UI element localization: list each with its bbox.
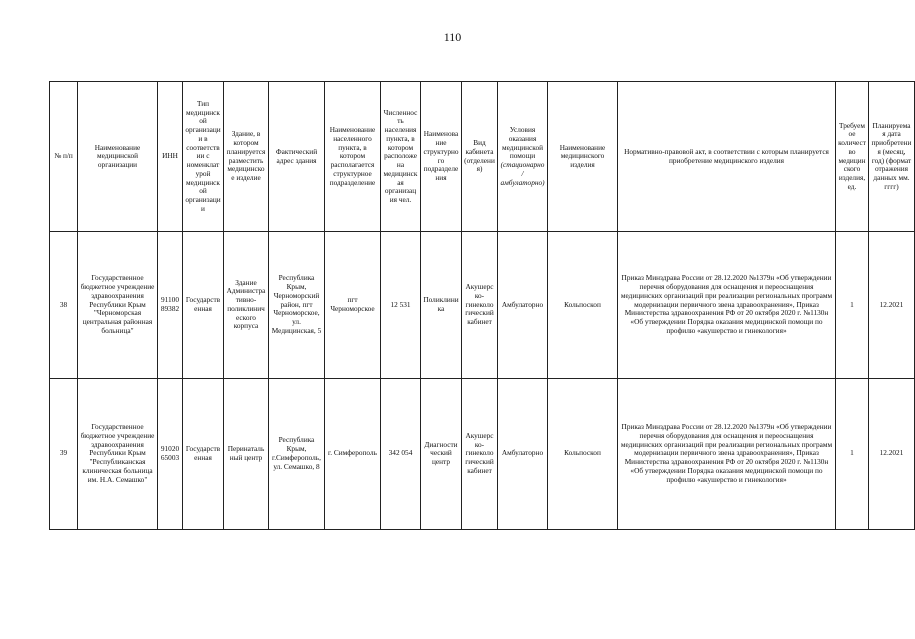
header-quantity: Требуемое количество медицинского изделия, ед.	[836, 82, 869, 232]
cell-conditions: Амбулаторно	[498, 232, 548, 378]
table-row	[50, 232, 915, 378]
header-legal-act: Нормативно-правовой акт, в соответствии с которым планируется приобретение медицинского изделия	[618, 82, 836, 232]
cell-locality: пгт Черноморское	[325, 232, 381, 378]
cell-org: Государственное бюджетное учреждение здравоохранения Республики Крым "Республиканская клиническая больница им. Н.А. Семашко"	[78, 378, 158, 529]
cell-address: Республика Крым, Черноморский район, пгт Черноморское, ул. Медицинская, 5	[269, 232, 325, 378]
cell-legal-act: Приказ Минздрава России от 28.12.2020 №1379н «Об утверждении перечня оборудования для оснащения и переоснащения медицинских организаций при реализации региональных программ модернизации первичного звена здравоохранения», Приказ Министерства здравоохранения РФ от 20 октября 2020 г. №1130н «Об утверждении Порядка оказания медицинской помощи по профилю «акушерство и гинекология»	[618, 232, 836, 378]
cell-date: 12.2021	[869, 378, 915, 529]
cell-building: Здание Административно-поликлинического корпуса	[224, 232, 269, 378]
table-row	[50, 378, 915, 529]
equipment-table	[49, 81, 915, 530]
header-org-type: Тип медицинской организации в соответствии с номенклатурой медицинской организации	[183, 82, 224, 232]
header-conditions	[498, 82, 548, 232]
cell-address: Республика Крым, г.Симферополь, ул. Семашко, 8	[269, 378, 325, 529]
cell-org: Государственное бюджетное учреждение здравоохранения Республики Крым "Черноморская центральная районная больница"	[78, 232, 158, 378]
cell-num: 38	[50, 232, 78, 378]
header-population: Численность населения пункта, в котором расположена медицинская организация чел.	[381, 82, 421, 232]
cell-unit: Диагностический центр	[421, 378, 462, 529]
cell-device: Кольпоскоп	[548, 378, 618, 529]
header-cabinet: Вид кабинета (отделения)	[462, 82, 498, 232]
cell-quantity: 1	[836, 378, 869, 529]
cell-inn: 9102065003	[158, 378, 183, 529]
header-address: Фактический адрес здания	[269, 82, 325, 232]
cell-population: 342 054	[381, 378, 421, 529]
cell-quantity: 1	[836, 232, 869, 378]
header-date: Планируемая дата приобретения (месяц, год) (формат отражения данных мм. гггг)	[869, 82, 915, 232]
header-device: Наименование медицинского изделия	[548, 82, 618, 232]
page-number: 110	[443, 30, 462, 44]
cell-unit: Поликлиника	[421, 232, 462, 378]
header-conditions-label: Условия оказания медицинской помощи	[501, 125, 544, 161]
cell-population: 12 531	[381, 232, 421, 378]
header-locality: Наименование населенного пункта, в котором располагается структурное подразделение	[325, 82, 381, 232]
cell-org-type: Государственная	[183, 232, 224, 378]
cell-legal-act: Приказ Минздрава России от 28.12.2020 №1379н «Об утверждении перечня оборудования для оснащения и переоснащения медицинских организаций при реализации региональных программ модернизации первичного звена здравоохранения», Приказ Министерства здравоохранения РФ от 20 октября 2020 г. №1130н «Об утверждении Порядка оказания медицинской помощи по профилю «акушерство и гинекология»	[618, 378, 836, 529]
header-inn: ИНН	[158, 82, 183, 232]
cell-conditions: Амбулаторно	[498, 378, 548, 529]
cell-cabinet: Акушерско-гинекологический кабинет	[462, 378, 498, 529]
cell-inn: 9110089382	[158, 232, 183, 378]
table-header-row	[50, 82, 915, 232]
cell-num: 39	[50, 378, 78, 529]
cell-device: Кольпоскоп	[548, 232, 618, 378]
cell-org-type: Государственная	[183, 378, 224, 529]
cell-building: Перинатальный центр	[224, 378, 269, 529]
cell-locality: г. Симферополь	[325, 378, 381, 529]
header-unit: Наименование структурного подразделения	[421, 82, 462, 232]
header-org: Наименование медицинской организации	[78, 82, 158, 232]
cell-cabinet: Акушерско-гинекологический кабинет	[462, 232, 498, 378]
header-num: № п/п	[50, 82, 78, 232]
header-conditions-note: (стационарно / амбулаторно)	[500, 160, 545, 187]
cell-date: 12.2021	[869, 232, 915, 378]
header-building: Здание, в котором планируется разместить медицинское изделие	[224, 82, 269, 232]
